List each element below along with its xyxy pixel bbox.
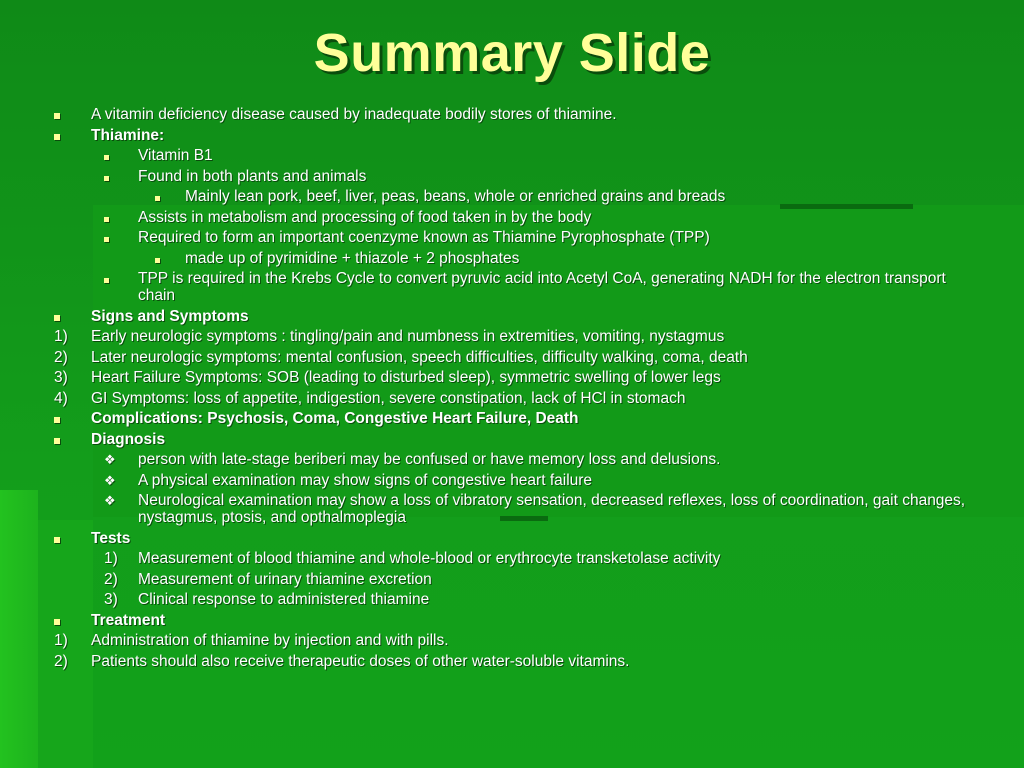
list-item-text: Later neurologic symptoms: mental confusion, speech difficulties, difficulty walking, coma, death — [91, 348, 748, 366]
square-bullet-icon — [104, 237, 109, 242]
square-bullet-icon — [54, 308, 78, 325]
square-bullet-icon — [155, 258, 160, 263]
list-item — [0, 306, 1024, 327]
list-item — [0, 186, 1024, 207]
list-item-text: Neurological examination may show a loss of vibratory sensation, decreased reflexes, loss of coordination, gait changes, nystagmus, ptosis, and opthalmoplegia — [138, 492, 966, 526]
square-bullet-icon — [155, 188, 179, 205]
square-bullet-icon — [54, 127, 78, 144]
list-item-text: Heart Failure Symptoms: SOB (leading to disturbed sleep), symmetric swelling of lower legs — [91, 369, 721, 386]
list-item — [0, 589, 1024, 610]
list-item — [0, 248, 1024, 269]
list-item-text: Found in both plants and animals — [138, 167, 367, 185]
list-item-text: Measurement of urinary thiamine excretion — [138, 570, 432, 588]
square-bullet-icon — [104, 176, 109, 181]
list-item — [0, 268, 1024, 306]
list-item — [0, 166, 1024, 187]
list-number: 2) — [54, 652, 68, 670]
list-item-text: Patients should also receive therapeutic doses of other water-soluble vitamins. — [91, 652, 630, 670]
list-item — [0, 145, 1024, 166]
list-item-text: Signs and Symptoms — [91, 307, 249, 325]
square-bullet-icon — [155, 196, 160, 201]
list-item-text: A vitamin deficiency disease caused by inadequate bodily stores of thiamine. — [91, 106, 617, 123]
list-item — [0, 104, 1024, 125]
square-bullet-icon — [54, 530, 78, 547]
bullet-list — [0, 104, 1024, 671]
list-number: 2) — [54, 348, 68, 366]
square-bullet-icon — [54, 438, 60, 444]
list-item — [0, 347, 1024, 368]
list-item — [0, 207, 1024, 228]
list-item-text: Required to form an important coenzyme known as Thiamine Pyrophosphate (TPP) — [138, 229, 710, 246]
list-item-text: Administration of thiamine by injection and with pills. — [91, 632, 449, 649]
square-bullet-icon — [54, 410, 78, 427]
list-item — [0, 569, 1024, 590]
list-number: 3) — [54, 369, 68, 386]
square-bullet-icon — [104, 168, 128, 185]
list-number: 1) — [54, 328, 68, 345]
list-item-text: Complications: Psychosis, Coma, Congestive Heart Failure, Death — [91, 410, 579, 427]
list-item — [0, 630, 1024, 651]
square-bullet-icon — [155, 250, 179, 267]
list-number: 3) — [104, 591, 118, 608]
list-item — [0, 326, 1024, 347]
square-bullet-icon — [54, 106, 78, 123]
square-bullet-icon — [104, 270, 128, 287]
list-item — [0, 449, 1024, 470]
square-bullet-icon — [54, 612, 78, 629]
list-item — [0, 408, 1024, 429]
square-bullet-icon — [54, 113, 60, 119]
list-item — [0, 651, 1024, 672]
square-bullet-icon — [104, 229, 128, 246]
square-bullet-icon — [104, 278, 109, 283]
list-item-text: Measurement of blood thiamine and whole-blood or erythrocyte transketolase activity — [138, 550, 721, 567]
list-item — [0, 528, 1024, 549]
list-item-text: Vitamin B1 — [138, 147, 213, 164]
list-item — [0, 548, 1024, 569]
list-item-text: Early neurologic symptoms : tingling/pain and numbness in extremities, vomiting, nystagmus — [91, 328, 725, 345]
square-bullet-icon — [54, 134, 60, 140]
list-item-text: made up of pyrimidine + thiazole + 2 phosphates — [185, 249, 520, 267]
diamond-bullet-icon: ❖ — [104, 452, 116, 467]
list-item-text: Diagnosis — [91, 430, 166, 448]
square-bullet-icon — [54, 537, 60, 543]
list-number: 1) — [54, 632, 68, 649]
square-bullet-icon — [104, 155, 109, 160]
square-bullet-icon — [104, 209, 128, 226]
square-bullet-icon — [54, 417, 60, 423]
list-item-text: Thiamine: — [91, 126, 165, 144]
list-number: 1) — [104, 550, 118, 567]
list-item-text: TPP is required in the Krebs Cycle to convert pyruvic acid into Acetyl CoA, generating NADH for the electron transport chain — [138, 270, 946, 304]
square-bullet-icon — [54, 619, 60, 625]
list-item-text: Mainly lean pork, beef, liver, peas, beans, whole or enriched grains and breads — [185, 188, 726, 205]
list-item-text: Assists in metabolism and processing of food taken in by the body — [138, 208, 592, 226]
square-bullet-icon — [104, 147, 128, 164]
list-item-text: Clinical response to administered thiamine — [138, 591, 430, 608]
list-item-text: Treatment — [91, 611, 166, 629]
square-bullet-icon — [104, 217, 109, 222]
list-item — [0, 388, 1024, 409]
list-item — [0, 125, 1024, 146]
list-item-text: A physical examination may show signs of congestive heart failure — [138, 471, 593, 489]
diamond-bullet-icon: ❖ — [104, 493, 116, 508]
list-number: 2) — [104, 570, 118, 588]
list-item — [0, 490, 1024, 528]
list-item-text: Tests — [91, 529, 131, 547]
list-item — [0, 429, 1024, 450]
diamond-bullet-icon: ❖ — [104, 472, 116, 488]
list-item — [0, 610, 1024, 631]
list-item — [0, 227, 1024, 248]
list-item — [0, 470, 1024, 491]
list-item — [0, 367, 1024, 388]
square-bullet-icon — [54, 431, 78, 448]
list-item-text: GI Symptoms: loss of appetite, indigestion, severe constipation, lack of HCl in stomach — [91, 389, 686, 407]
slide-title: Summary Slide — [313, 23, 711, 83]
list-item-text: person with late-stage beriberi may be confused or have memory loss and delusions. — [138, 451, 721, 468]
square-bullet-icon — [54, 315, 60, 321]
list-number: 4) — [54, 389, 68, 407]
